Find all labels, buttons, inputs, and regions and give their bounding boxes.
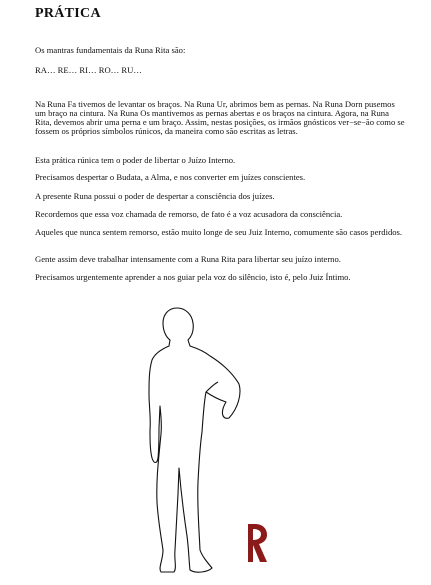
paragraph-runes: Na Runa Fa tivemos de levantar os braços. Na Runa Ur, abrimos bem as pernas. Na Runa Dorn pusemos um braço na cintura. Na Runa Os mantivemos as pernas abertas e os braços na cintura. Agora, na Runa Rita, devemos abrir uma perna e um braço. Assim, nestas posições, os irmãos gnósticos ver−se−ão como se fossem os próprios símbolos rúnicos, da maneira como são escritas as letras. [35,99,405,136]
paragraph-remorso: Recordemos que essa voz chamada de remorso, de fato é a voz acusadora da consciência. [35,209,343,219]
paragraph-perdidos: Aqueles que nunca sentem remorso, estão muito longe de seu Juiz Interno, comumente são casos perdidos. [35,227,403,237]
human-figure-outline [130,306,260,576]
rune-rita-icon [245,522,269,564]
paragraph-mantras-intro: Os mantras fundamentais da Runa Rita são: [35,45,186,55]
paragraph-consciencia: A presente Runa possui o poder de despertar a consciência dos juízes. [35,191,275,201]
paragraph-mantras: RA… RE… RI… RO… RU… [35,65,142,75]
paragraph-budata: Precisamos despertar o Budata, a Alma, e nos converter em juízes conscientes. [35,172,306,182]
paragraph-juizo: Esta prática rúnica tem o poder de libertar o Juízo Interno. [35,155,236,165]
paragraph-gente: Gente assim deve trabalhar intensamente com a Runa Rita para libertar seu juízo interno. [35,254,341,264]
paragraph-silencio: Precisamos urgentemente aprender a nos guiar pela voz do silêncio, isto é, pelo Juiz Íntimo. [35,272,351,282]
page-title: PRÁTICA [35,6,101,21]
